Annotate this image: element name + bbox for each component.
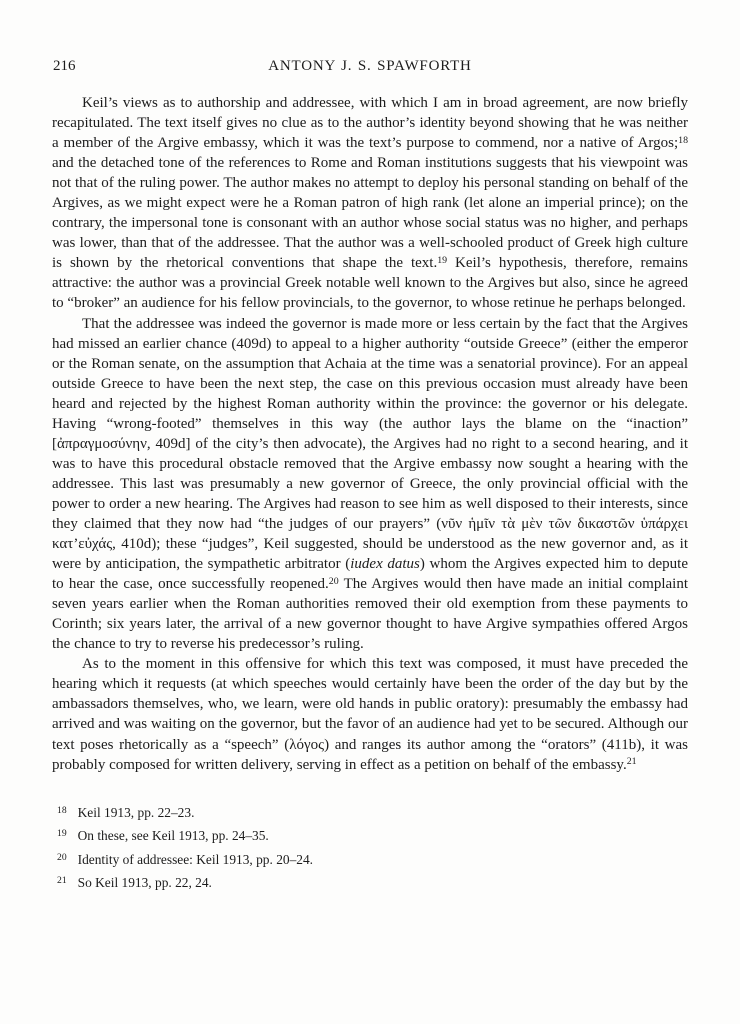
text-segment: and the detached tone of the references to Rome and Roman institutions suggests that his viewpoint was not that of the ruling power. The author makes no attempt to deploy his personal standing on behalf of the Argives, as we might expect were he a Roman patron of high rank (let alone an imperial prince); on the contrary, the impersonal tone is consonant with an author whose social status was no higher, and perhaps was lower, than that of the addressee. That the author was a well-schooled product of Greek high culture is shown by the rhetorical conventions that shape the text.	[52, 155, 688, 272]
footnote	[52, 824, 688, 848]
body-text	[52, 93, 688, 775]
footnotes	[52, 801, 688, 895]
text-segment: That the addressee was indeed the governor is made more or less certain by the fact that the Argives had missed an earlier chance (409d) to appeal to a higher authority “outside Greece” (either the emperor or the Roman senate, on the assumption that Achaia at the time was a senatorial province). For an appeal outside Greece to have been the next step, the case on this previous occasion must already have been heard and rejected by the highest Roman authority within the province: the governor or his delegate. Having “wrong-footed” themselves in this way (the author lays the blame on the “inaction” [ἀπραγμοσύνην, 409d] of the city’s then advocate), the Argives had no right to a second hearing, and it was to have this procedural obstacle removed that the Argive embassy now sought a hearing with the addressee. This last was presumably a new governor of Greece, the only provincial official with the power to order a new hearing. The Argives had reason to see him as well disposed to their interests, since they claimed that they now had “the judges of our prayers” (νῦν ἡμῖν τὰ μὲν τῶν δικαστῶν ὑπάρχει κατ’εὐχάς, 410d); these “judges”, Keil suggested, should be understood as the new governor and, as it were by anticipation, the sympathetic arbitrator (	[52, 315, 688, 573]
text-segment: As to the moment in this offensive for which this text was composed, it must have preceded the hearing which it requests (at which speeches would certainly have been the order of the day but by the ambassadors themselves, who, we learn, were old hands in public oratory): presumably the embassy had arrived and was waiting on the governor, but the favor of an audience had yet to be secured. Although our text poses rhetorically as a “speech” (λόγος) and ranges its author among the “orators” (411b), it was probably composed for written delivery, serving in effect as a petition on behalf of the embassy.	[52, 656, 688, 773]
footnote-text: Identity of addressee: Keil 1913, pp. 20–24.	[77, 851, 314, 867]
running-head: ANTONY J. S. SPAWFORTH	[268, 58, 472, 74]
footnote-text: Keil 1913, pp. 22–23.	[77, 804, 195, 820]
footnote	[52, 801, 688, 825]
text-segment: The Argives would then have made an initial complaint seven years earlier when the Roman authorities removed their old exemption from these payments to Corinth; six years later, the arrival of a new governor thought to have Argive sympathies offered Argos the chance to try to reverse his predecessor’s ruling.	[52, 576, 688, 653]
text-segment: iudex datus	[350, 556, 420, 573]
text-segment: Keil’s hypothesis, therefore, remains attractive: the author was a provincial Greek notable well known to the Argives but also, since he agreed to “broker” an audience for his fellow provincials, to the governor, to whose retinue he perhaps belonged.	[52, 255, 688, 312]
footnote	[52, 871, 688, 895]
footnote	[52, 848, 688, 872]
page-number: 216	[53, 58, 76, 74]
footnote-number: 18	[57, 804, 67, 816]
page-header	[52, 58, 688, 76]
footnote-reference: 20	[328, 575, 339, 587]
footnote-text: So Keil 1913, pp. 22, 24.	[77, 875, 212, 891]
footnote-text: On these, see Keil 1913, pp. 24–35.	[77, 828, 269, 844]
footnote-number: 20	[57, 851, 67, 863]
paragraph	[52, 314, 688, 655]
footnote-reference: 19	[437, 254, 448, 266]
paragraph	[52, 654, 688, 774]
footnote-reference: 21	[626, 756, 637, 768]
footnote-reference: 18	[678, 134, 688, 146]
footnote-number: 21	[57, 875, 67, 887]
text-segment: Keil’s views as to authorship and addressee, with which I am in broad agreement, are now briefly recapitulated. The text itself gives no clue as to the author’s identity beyond showing that he was neither a member of the Argive embassy, which it was the text’s purpose to commend, nor a native of Argos;	[52, 95, 688, 152]
text-segment: ) whom the Argives expected him to depute to hear the case, once successfully reopened.	[52, 556, 688, 593]
paragraph	[52, 93, 688, 314]
footnote-number: 19	[57, 828, 67, 840]
